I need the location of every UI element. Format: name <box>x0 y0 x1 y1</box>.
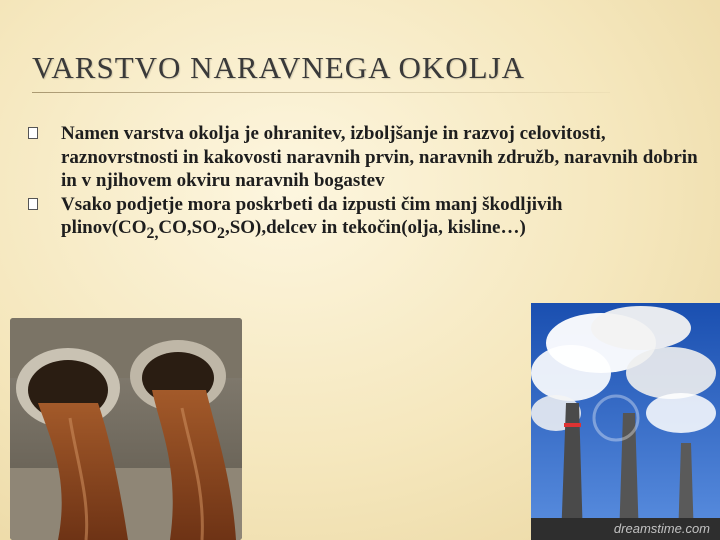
slide-title: VARSTVO NARAVNEGA OKOLJA <box>32 50 526 85</box>
bullet-text-part: CO,SO <box>158 217 218 238</box>
bullet-text: Namen varstva okolja je ohranitev, izboljšanje in razvoj celovitosti, raznovrstnosti in kakovosti naravnih prvin, naravnih združb, naravnih dobrin in v njihovem okviru naravnih bogastev <box>61 123 698 191</box>
smokestacks-photo <box>531 303 720 540</box>
bullet-list <box>28 122 708 245</box>
sewage-pipes-photo <box>10 318 242 540</box>
bullet-text <box>61 193 708 246</box>
bullet-square-icon <box>28 127 38 139</box>
title-divider <box>32 92 610 93</box>
subscript: 2 <box>217 224 225 242</box>
watermark-text: dreamstime.com <box>613 521 710 536</box>
bullet-item-purpose <box>28 122 708 193</box>
bullet-square-icon <box>28 198 38 210</box>
subscript: 2, <box>146 224 159 242</box>
bullet-text-part: ,SO),delcev in tekočin(olja, kisline…) <box>224 217 526 238</box>
bullet-text-part: Vsako podjetje mora poskrbeti da izpusti čim manj škodljivih plinov(CO <box>61 193 563 238</box>
bullet-item-emissions <box>28 193 708 246</box>
